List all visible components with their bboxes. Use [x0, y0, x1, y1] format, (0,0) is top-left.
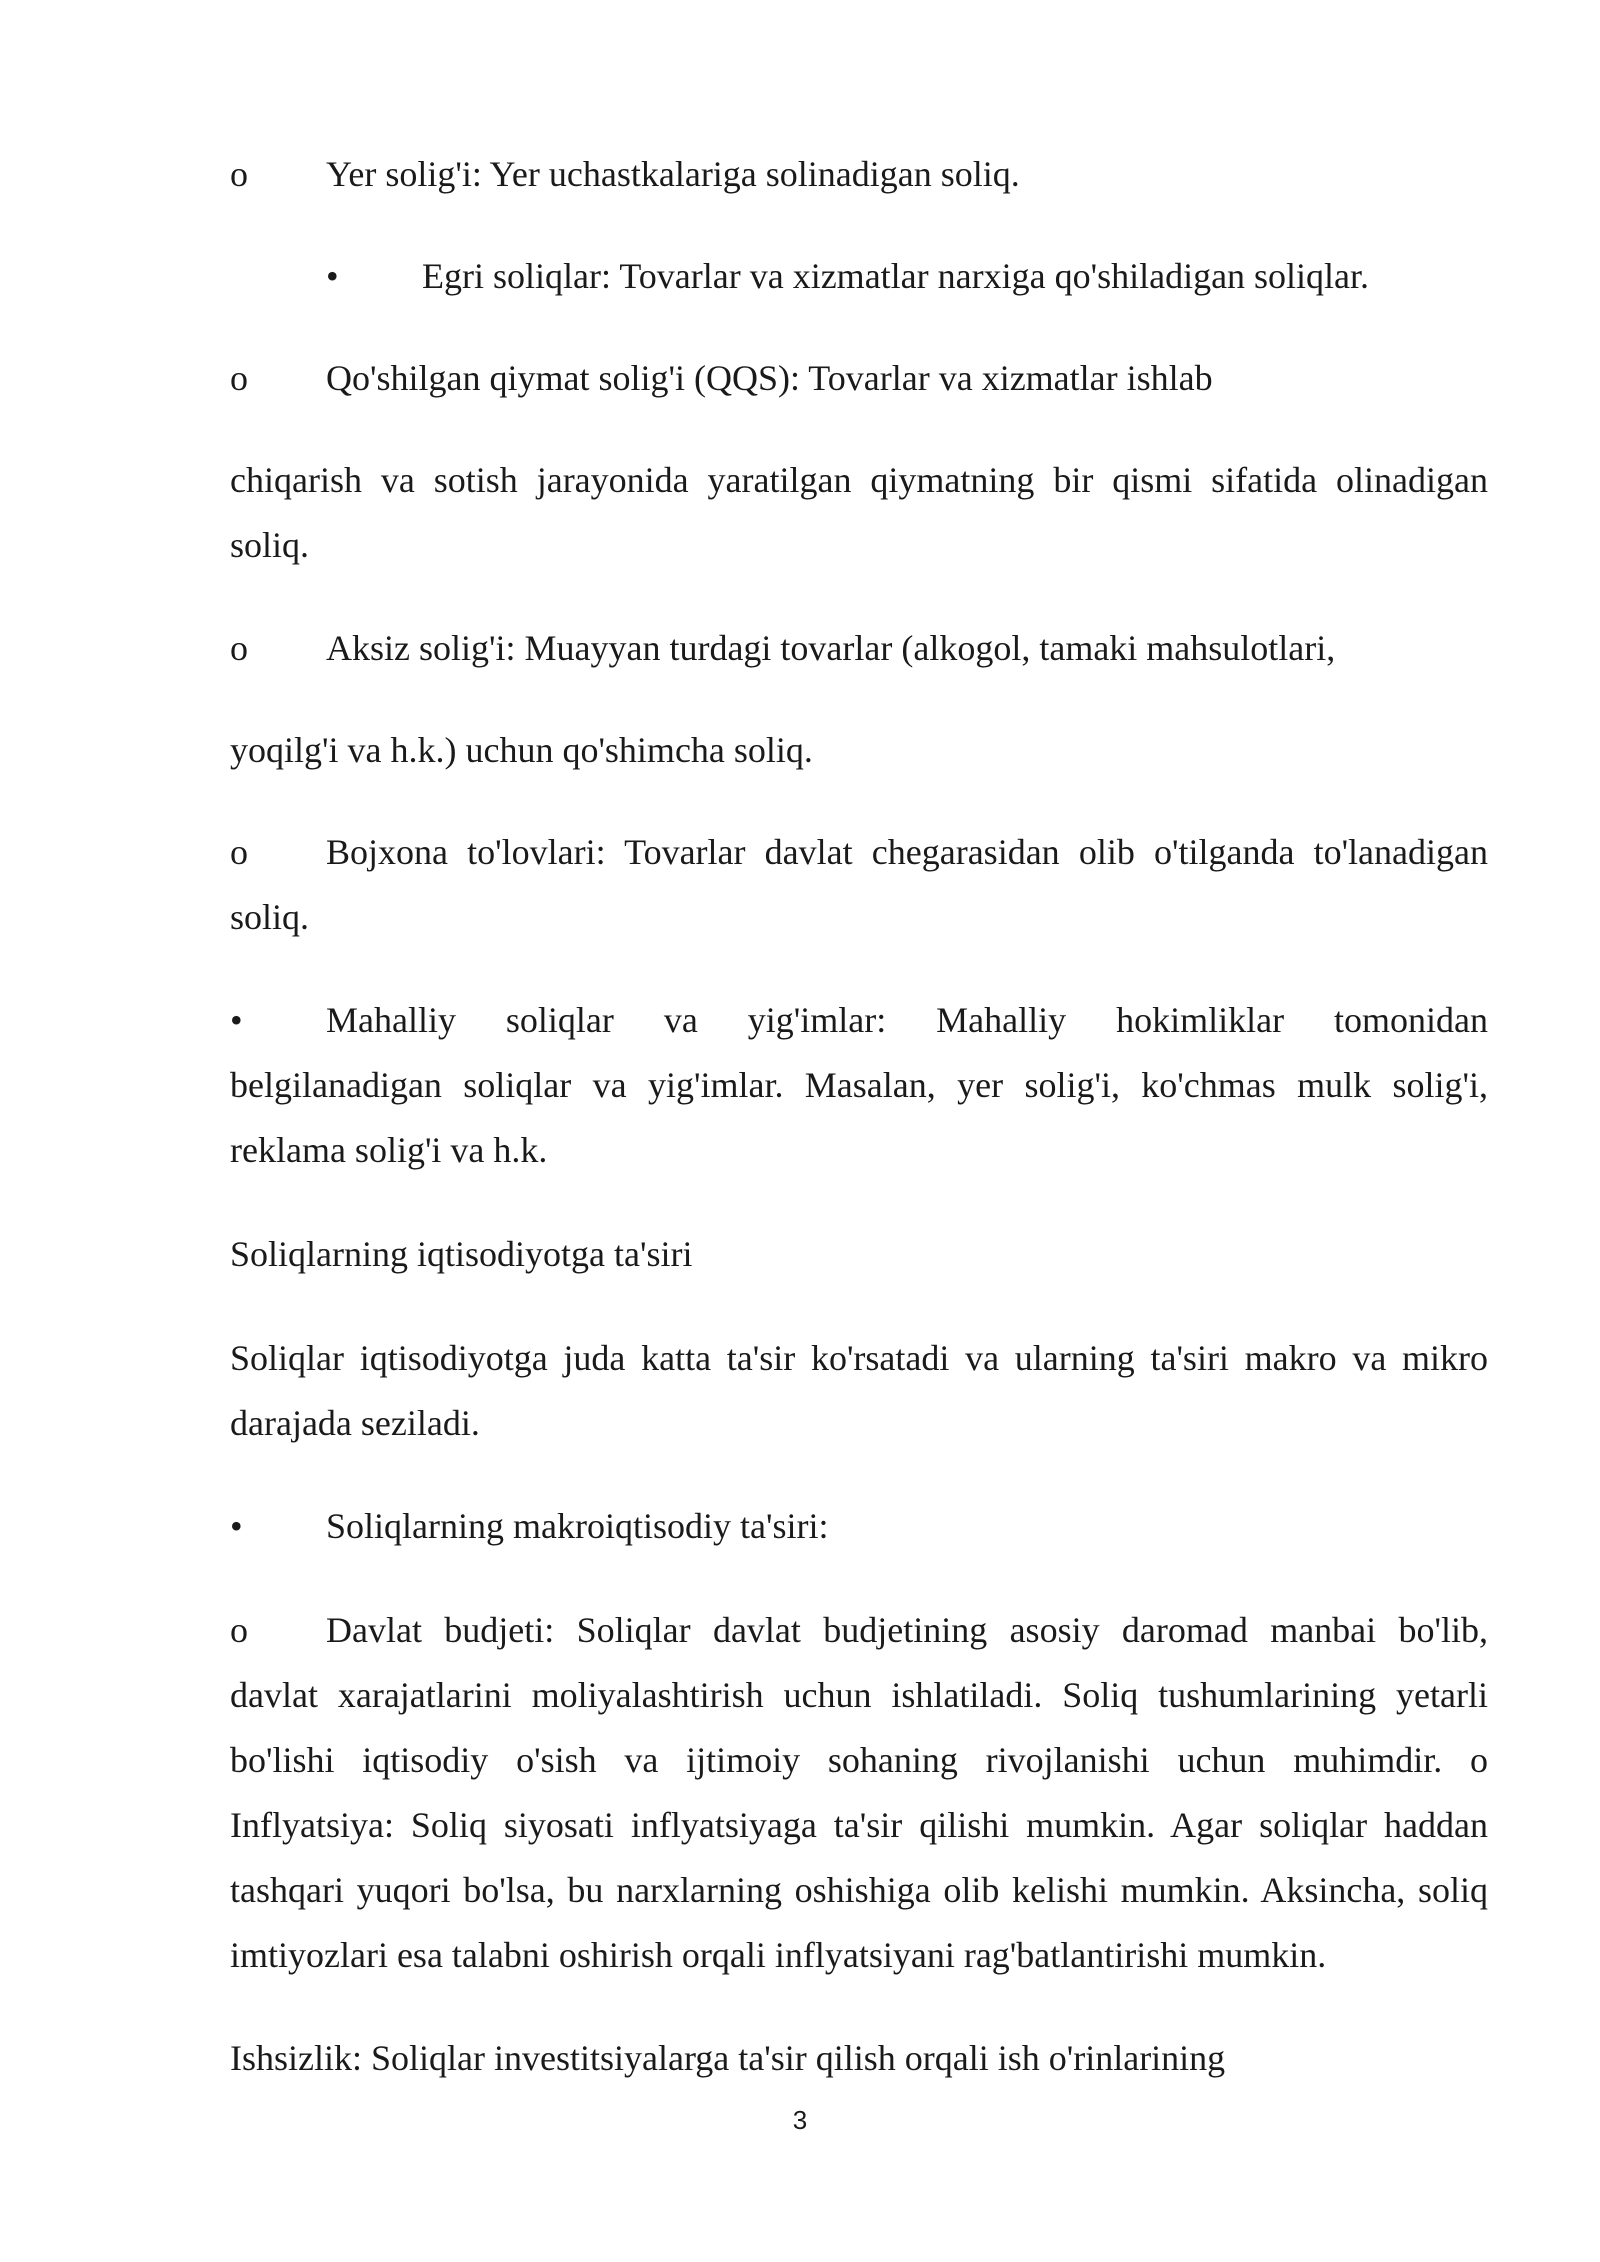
list-item-text: Soliqlarning makroiqtisodiy ta'siri:	[326, 1506, 829, 1546]
paragraph-line: belgilanadigan soliqlar va yig'imlar. Masalan, yer solig'i, ko'chmas mulk solig'i,	[230, 1065, 1488, 1105]
list-item-text: Aksiz solig'i: Muayyan turdagi tovarlar (alkogol, tamaki mahsulotlari,	[326, 628, 1336, 668]
paragraph-line: chiqarish va sotish jarayonida yaratilgan qiymatning bir qismi sifatida olinadigan	[230, 460, 1488, 500]
list-item-macro-effects	[230, 1494, 1488, 1559]
list-item-excise-tax	[230, 616, 1488, 681]
paragraph-line	[230, 820, 1488, 885]
paragraph-line: tashqari yuqori bo'lsa, bu narxlarning oshishiga olib kelishi mumkin. Aksincha, soliq	[230, 1870, 1488, 1910]
vat-continuation-paragraph	[230, 448, 1488, 578]
list-item-local-taxes	[230, 988, 1488, 1183]
section-heading	[230, 1222, 1488, 1287]
list-item-text: Egri soliqlar: Tovarlar va xizmatlar narxiga qo'shiladigan soliqlar.	[422, 256, 1370, 296]
paragraph-line	[230, 1598, 1488, 1663]
intro-paragraph	[230, 1326, 1488, 1456]
paragraph-line: Inflyatsiya: Soliq siyosati inflyatsiyaga ta'sir qilishi mumkin. Agar soliqlar haddan	[230, 1805, 1488, 1845]
excise-continuation-line	[230, 718, 1488, 783]
page-number: 3	[792, 2105, 808, 2135]
unemployment-line	[230, 2026, 1488, 2091]
bullet-marker: •	[326, 256, 339, 296]
paragraph-line: imtiyozlari esa talabni oshirish orqali inflyatsiyani rag'batlantirishi mumkin.	[230, 1935, 1327, 1975]
bullet-marker: •	[230, 1506, 243, 1546]
sub-bullet-marker: o	[230, 832, 248, 872]
sub-bullet-marker: o	[230, 628, 248, 668]
paragraph-line	[230, 988, 1488, 1053]
list-item-indirect-taxes	[326, 244, 1584, 309]
paragraph-line: bo'lishi iqtisodiy o'sish va ijtimoiy sohaning rivojlanishi uchun muhimdir. o	[230, 1740, 1488, 1780]
list-item-customs-payments	[230, 820, 1488, 950]
list-item-land-tax	[230, 142, 1488, 207]
sub-bullet-marker: o	[230, 358, 248, 398]
paragraph-line: davlat xarajatlarini moliyalashtirish uchun ishlatiladi. Soliq tushumlarining yetarli	[230, 1675, 1488, 1715]
list-item-vat	[230, 346, 1488, 411]
paragraph-line: reklama solig'i va h.k.	[230, 1130, 548, 1170]
list-item-state-budget	[230, 1598, 1488, 1988]
list-item-text: Mahalliy soliqlar va yig'imlar: Mahalliy hokimliklar tomonidan	[326, 1000, 1488, 1040]
paragraph-line: yoqilg'i va h.k.) uchun qo'shimcha soliq.	[230, 730, 813, 770]
list-item-text: Qo'shilgan qiymat solig'i (QQS): Tovarlar va xizmatlar ishlab	[326, 358, 1213, 398]
bullet-marker: •	[230, 1000, 243, 1040]
sub-bullet-marker: o	[230, 154, 248, 194]
paragraph-line: soliq.	[230, 525, 310, 565]
sub-bullet-marker: o	[230, 1610, 248, 1650]
paragraph-line: Soliqlar iqtisodiyotga juda katta ta'sir ko'rsatadi va ularning ta'siri makro va mikro	[230, 1338, 1488, 1378]
paragraph-line: darajada seziladi.	[230, 1403, 480, 1443]
section-heading-text: Soliqlarning iqtisodiyotga ta'siri	[230, 1234, 693, 1274]
paragraph-line: Ishsizlik: Soliqlar investitsiyalarga ta'sir qilish orqali ish o'rinlarining	[230, 2038, 1226, 2078]
list-item-text: Bojxona to'lovlari: Tovarlar davlat chegarasidan olib o'tilganda to'lanadigan	[326, 832, 1488, 872]
list-item-text: Yer solig'i: Yer uchastkalariga solinadigan soliq.	[326, 154, 1020, 194]
paragraph-line: soliq.	[230, 897, 310, 937]
list-item-text: Davlat budjeti: Soliqlar davlat budjetining asosiy daromad manbai bo'lib,	[326, 1610, 1488, 1650]
